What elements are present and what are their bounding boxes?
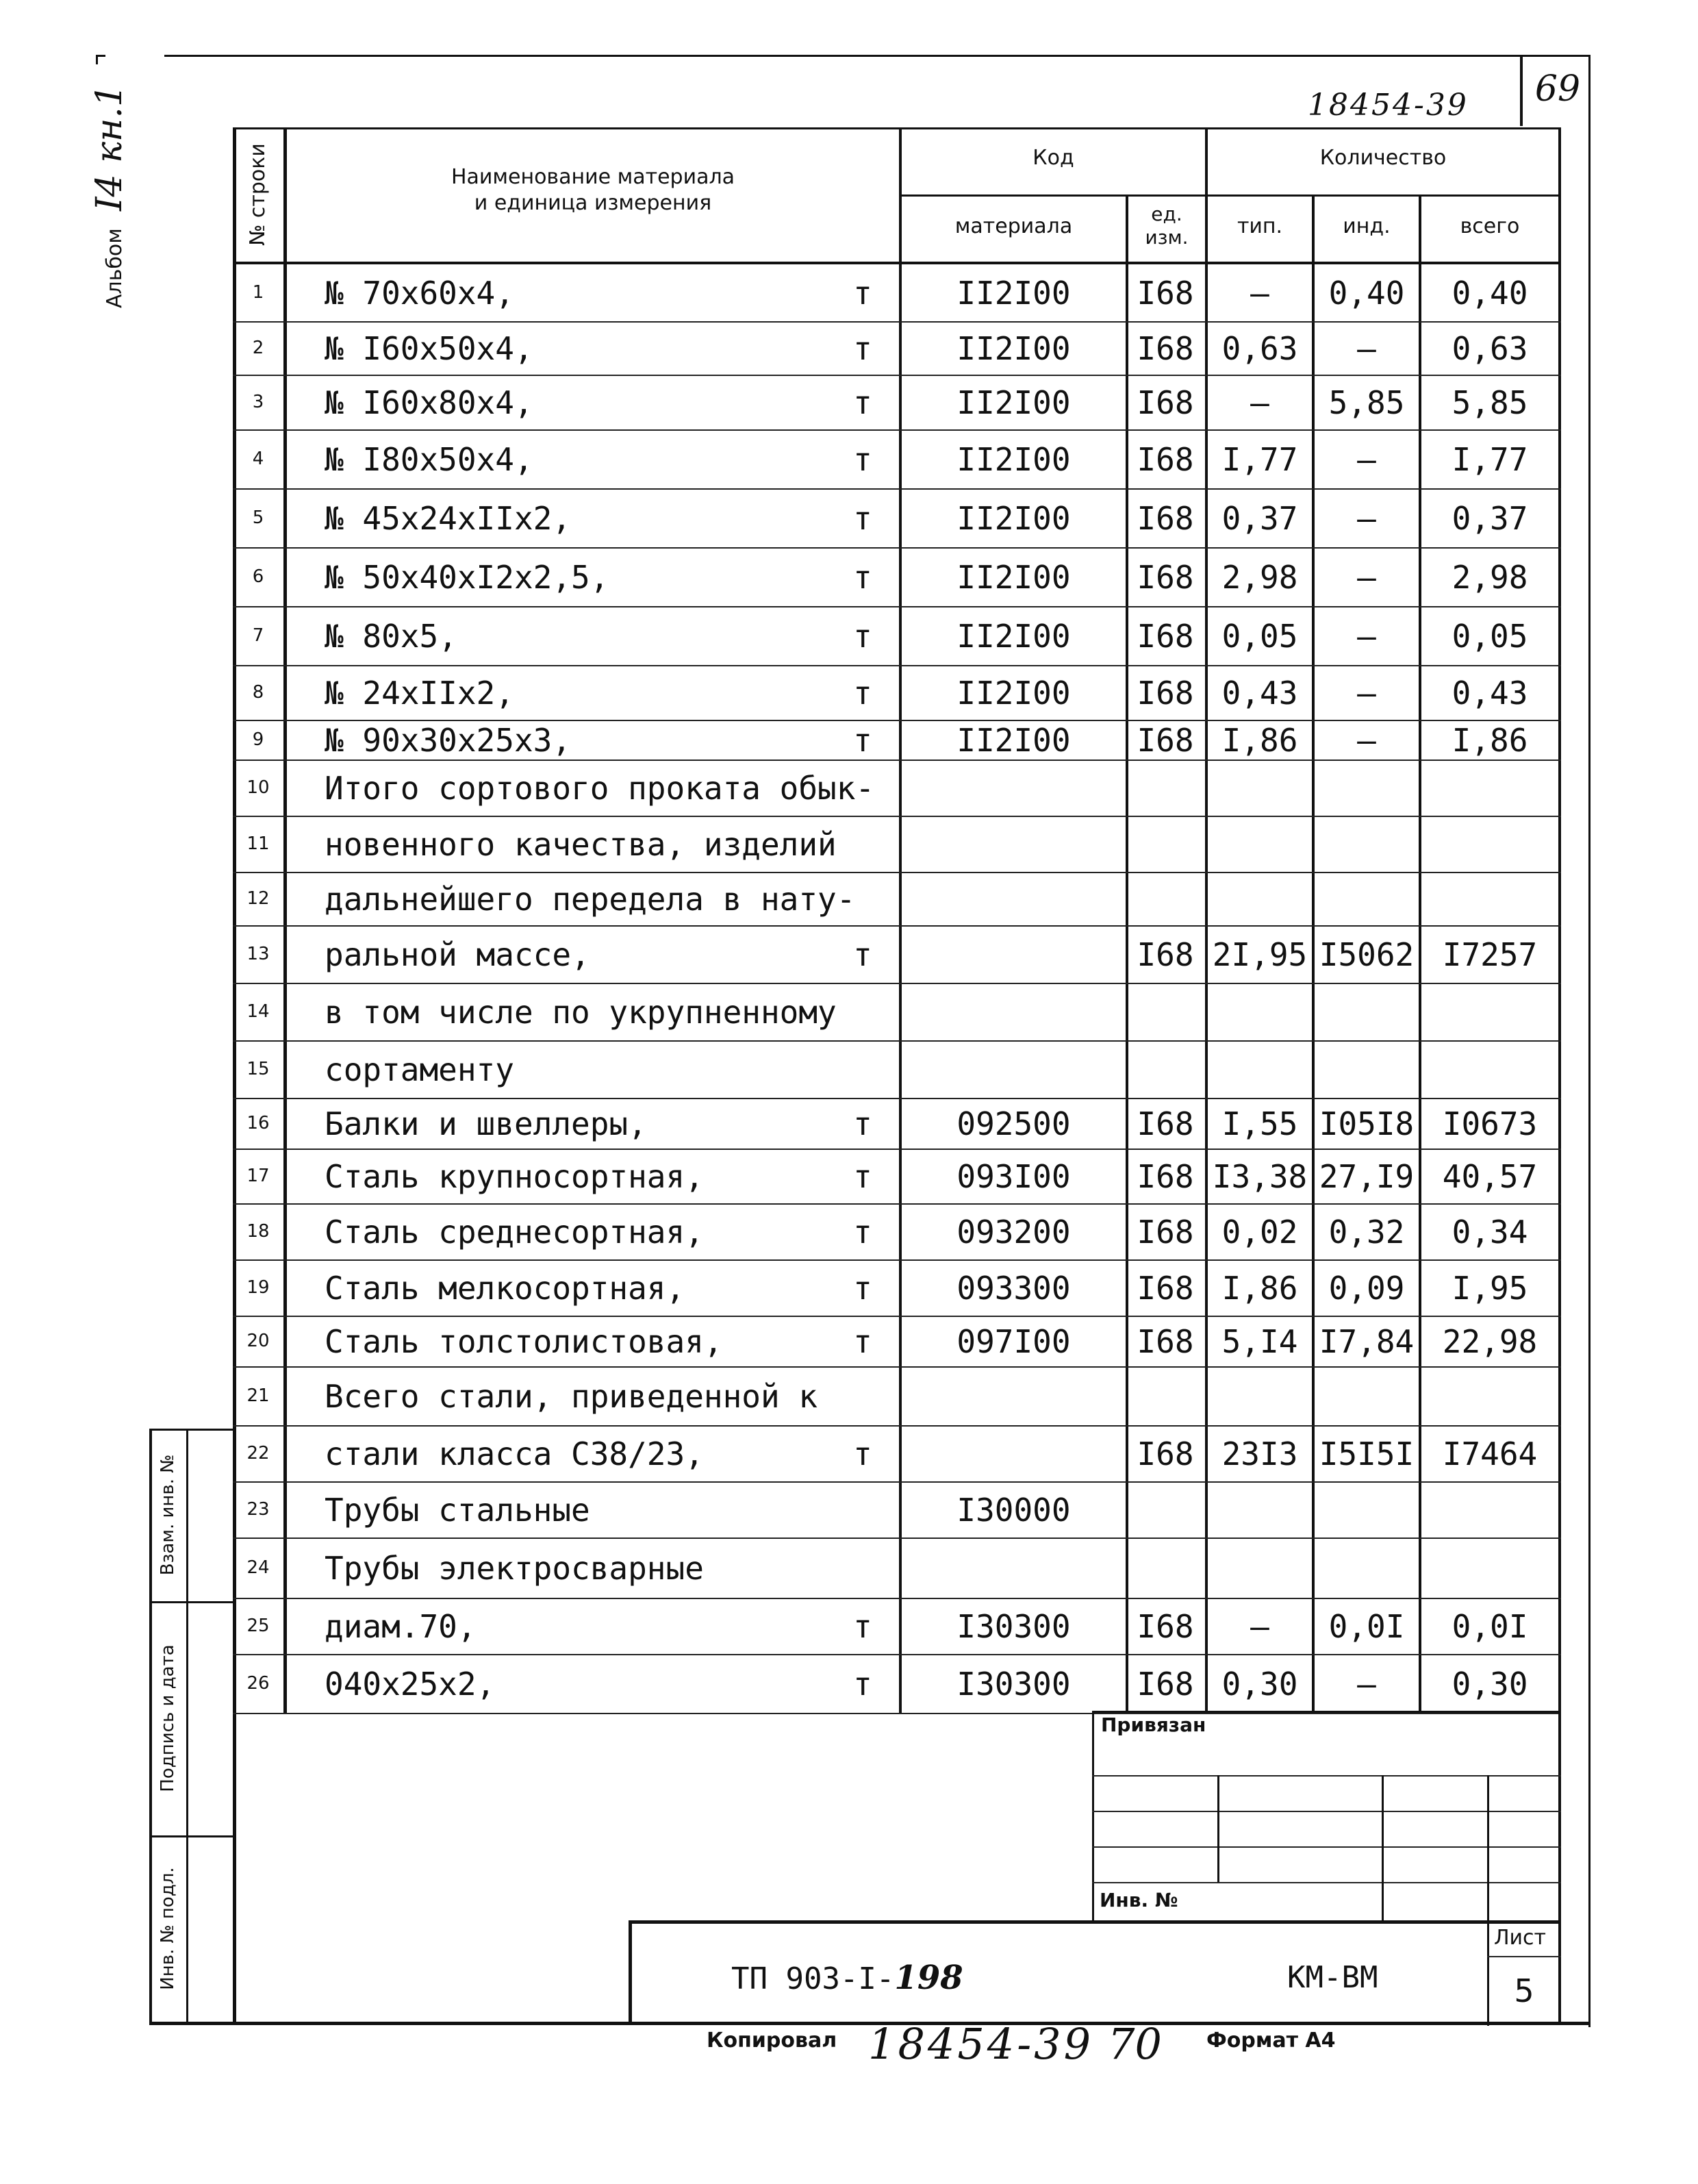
header-qty-typ: тип.: [1237, 214, 1283, 238]
qty-individual: 0,0I: [1328, 1608, 1405, 1645]
stamp-doc-code: ТП 903-I-198: [731, 1959, 963, 1997]
qty-total: 0,40: [1452, 275, 1528, 312]
qty-typical: I,86: [1221, 1270, 1298, 1307]
qty-individual: –: [1357, 500, 1376, 537]
table-row: [233, 1538, 1561, 1598]
footer-format: Формат А4: [1206, 2029, 1336, 2053]
header-code-material: материала: [954, 214, 1073, 238]
unit-code: I68: [1137, 1214, 1194, 1251]
qty-individual: –: [1357, 618, 1376, 655]
qty-individual: 0,32: [1328, 1214, 1405, 1251]
material-name: Трубы электросварные: [325, 1550, 704, 1587]
unit-of-measure: т: [853, 1158, 872, 1195]
qty-typical: 0,63: [1221, 330, 1298, 367]
row-number: 18: [246, 1221, 270, 1242]
stamp-sheet-line: [1487, 1956, 1561, 1957]
unit-of-measure: т: [853, 500, 872, 537]
table-row: [233, 1149, 1561, 1204]
header-code-unit: ед. изм.: [1145, 203, 1189, 249]
material-name: 040x25x2,: [325, 1666, 496, 1703]
unit-of-measure: т: [853, 384, 872, 421]
qty-total: I,86: [1452, 722, 1528, 759]
table-row: [233, 666, 1561, 720]
qty-total: I,95: [1452, 1270, 1528, 1307]
material-name: Итого сортового проката обык-: [325, 770, 875, 807]
qty-total: 22,98: [1442, 1323, 1538, 1360]
stamp-privyazan-label: Привязан: [1101, 1714, 1206, 1736]
unit-code: I68: [1137, 1323, 1194, 1360]
row-number: 24: [246, 1557, 270, 1578]
row-number: 5: [252, 507, 264, 528]
row-number: 16: [246, 1113, 270, 1133]
stamp-mark: КМ-ВМ: [1287, 1960, 1378, 1995]
row-number: 22: [246, 1443, 270, 1464]
frame-right: [1588, 55, 1591, 2027]
album-label: Альбом I4 кн.1: [89, 84, 130, 308]
side-strip-line1: [149, 1601, 236, 1603]
material-name: сортаменту: [325, 1051, 514, 1088]
material-name: № I60x50x4,: [325, 330, 533, 367]
qty-total: I0673: [1442, 1105, 1538, 1142]
material-name: № 24xIIx2,: [325, 675, 514, 712]
table-row: [233, 607, 1561, 666]
table-row: [233, 983, 1561, 1041]
qty-typical: 2I,95: [1212, 936, 1308, 973]
unit-code: I68: [1137, 722, 1194, 759]
row-number: 8: [252, 682, 264, 703]
row-number: 2: [252, 338, 264, 358]
unit-of-measure: т: [853, 441, 872, 478]
table-row: [233, 430, 1561, 489]
stamp-sheet-value: 5: [1514, 1972, 1534, 2009]
material-name: Балки и швеллеры,: [325, 1105, 647, 1142]
unit-code: I68: [1137, 330, 1194, 367]
table-row: [233, 548, 1561, 607]
material-name: дальнейшего передела в нату-: [325, 881, 856, 918]
unit-of-measure: т: [853, 1105, 872, 1142]
material-code: II2I00: [956, 441, 1071, 478]
unit-of-measure: т: [853, 1666, 872, 1703]
unit-code: I68: [1137, 1105, 1194, 1142]
table-row: [233, 1041, 1561, 1099]
material-code: II2I00: [956, 275, 1071, 312]
row-number: 21: [246, 1385, 270, 1406]
qty-individual: 27,I9: [1319, 1158, 1415, 1195]
qty-individual: I7,84: [1319, 1323, 1415, 1360]
unit-of-measure: т: [853, 1323, 872, 1360]
side-strip-line2: [149, 1835, 236, 1837]
table-row: [233, 760, 1561, 816]
stamp-main-left: [629, 1920, 632, 2024]
material-code: 092500: [956, 1105, 1071, 1142]
table-top-line: [233, 127, 1561, 129]
qty-individual: –: [1357, 1666, 1376, 1703]
qty-typical: –: [1250, 1608, 1269, 1645]
qty-individual: –: [1357, 441, 1376, 478]
material-code: 093I00: [956, 1158, 1071, 1195]
sheet-number-box-divider: [1520, 55, 1523, 126]
unit-of-measure: т: [853, 1435, 872, 1472]
qty-typical: I,55: [1221, 1105, 1298, 1142]
header-qty-total: всего: [1460, 214, 1520, 238]
stamp-grid-vline: [1217, 1775, 1219, 1882]
material-name: № 50x40xI2x2,5,: [325, 559, 609, 596]
unit-of-measure: т: [853, 275, 872, 312]
qty-total: I,77: [1452, 441, 1528, 478]
row-number: 7: [252, 625, 264, 646]
table-row: [233, 322, 1561, 375]
table-row: [233, 1426, 1561, 1482]
unit-of-measure: т: [853, 1608, 872, 1645]
stamp-grid-line: [1092, 1882, 1561, 1883]
table-row: [233, 1204, 1561, 1260]
row-number: 10: [246, 777, 270, 798]
row-number: 9: [252, 729, 264, 750]
qty-typical: 0,05: [1221, 618, 1298, 655]
row-number: 13: [246, 944, 270, 964]
stamp-grid-line: [1092, 1846, 1561, 1848]
qty-total: 0,30: [1452, 1666, 1528, 1703]
material-code: II2I00: [956, 330, 1071, 367]
material-name: Сталь крупносортная,: [325, 1158, 704, 1195]
material-code: 093200: [956, 1214, 1071, 1251]
table-row: [233, 375, 1561, 430]
material-code: II2I00: [956, 559, 1071, 596]
row-number: 15: [246, 1059, 270, 1079]
row-number: 20: [246, 1331, 270, 1351]
material-code: II2I00: [956, 675, 1071, 712]
unit-of-measure: т: [853, 559, 872, 596]
material-name: в том числе по укрупненному: [325, 994, 837, 1031]
unit-code: I68: [1137, 1435, 1194, 1472]
material-name: № 90x30x25x3,: [325, 722, 572, 759]
qty-total: 0,05: [1452, 618, 1528, 655]
qty-total: 0,63: [1452, 330, 1528, 367]
unit-of-measure: т: [853, 936, 872, 973]
qty-typical: I,77: [1221, 441, 1298, 478]
qty-typical: 2,98: [1221, 559, 1298, 596]
qty-typical: I,86: [1221, 722, 1298, 759]
material-name: Трубы стальные: [325, 1492, 590, 1529]
qty-typical: 0,02: [1221, 1214, 1298, 1251]
material-name: № 80x5,: [325, 618, 457, 655]
header-sub-line: [899, 194, 1561, 197]
stamp-grid-vline: [1487, 1775, 1489, 2026]
qty-total: 2,98: [1452, 559, 1528, 596]
stamp-inv-label: Инв. №: [1100, 1889, 1178, 1911]
qty-individual: I05I8: [1319, 1105, 1415, 1142]
row-number: 4: [252, 449, 264, 469]
qty-individual: –: [1357, 330, 1376, 367]
corner-mark: [96, 55, 98, 64]
material-name: № 45x24xIIx2,: [325, 500, 572, 537]
header-code: Код: [1032, 146, 1074, 170]
qty-total: I7257: [1442, 936, 1538, 973]
qty-typical: I3,38: [1212, 1158, 1308, 1195]
stamp-main-top: [629, 1920, 1561, 1924]
table-row: [233, 926, 1561, 983]
side-strip-mid: [186, 1429, 188, 2024]
table-row: [233, 264, 1561, 322]
material-name: Сталь мелкосортная,: [325, 1270, 685, 1307]
qty-typical: 0,37: [1221, 500, 1298, 537]
footer-copied-label: Копировал: [707, 2029, 837, 2053]
row-number: 25: [246, 1616, 270, 1636]
unit-code: I68: [1137, 1608, 1194, 1645]
stamp-grid-line: [1092, 1811, 1561, 1812]
table-row: [233, 1482, 1561, 1538]
frame-top-line: [164, 55, 1588, 57]
unit-of-measure: т: [853, 330, 872, 367]
stamp-privyazan-top: [1092, 1711, 1561, 1713]
row-number: 19: [246, 1277, 270, 1298]
stamp-grid-line: [1092, 1775, 1561, 1777]
unit-code: I68: [1137, 500, 1194, 537]
material-code: II2I00: [956, 384, 1071, 421]
qty-individual: 0,40: [1328, 275, 1405, 312]
sheet-number: 69: [1534, 68, 1581, 110]
row-number: 6: [252, 566, 264, 587]
footer-copied-number: 70: [1108, 2019, 1162, 2069]
side-strip-left: [149, 1429, 152, 2024]
stamp-privyazan-left: [1092, 1711, 1094, 1923]
unit-code: I68: [1137, 1270, 1194, 1307]
table-row: [233, 1367, 1561, 1426]
material-code: 097I00: [956, 1323, 1071, 1360]
material-name: Сталь толстолистовая,: [325, 1323, 723, 1360]
qty-total: 40,57: [1442, 1158, 1538, 1195]
row-number: 3: [252, 392, 264, 412]
table-row: [233, 1099, 1561, 1149]
qty-typical: 0,43: [1221, 675, 1298, 712]
qty-total: 5,85: [1452, 384, 1528, 421]
qty-typical: –: [1250, 384, 1269, 421]
header-qty-ind: инд.: [1343, 214, 1391, 238]
qty-individual: –: [1357, 722, 1376, 759]
qty-typical: –: [1250, 275, 1269, 312]
header-row-no: № строки: [246, 143, 270, 246]
header-name: Наименование материала и единица измерения: [451, 165, 735, 215]
qty-individual: 0,09: [1328, 1270, 1405, 1307]
table-row: [233, 1260, 1561, 1316]
row-number: 11: [246, 833, 270, 854]
stamp-sheet-label: Лист: [1494, 1926, 1547, 1950]
material-code: 093300: [956, 1270, 1071, 1307]
row-number: 23: [246, 1499, 270, 1520]
unit-of-measure: т: [853, 618, 872, 655]
qty-typical: 23I3: [1221, 1435, 1298, 1472]
material-code: I30300: [956, 1666, 1071, 1703]
unit-code: I68: [1137, 559, 1194, 596]
row-number: 12: [246, 888, 270, 909]
material-name: новенного качества, изделий: [325, 826, 837, 863]
qty-total: 0,0I: [1452, 1608, 1528, 1645]
material-name: № I80x50x4,: [325, 441, 533, 478]
unit-of-measure: т: [853, 1214, 872, 1251]
footer-copied-code: 18454-39: [868, 2019, 1094, 2069]
material-name: № I60x80x4,: [325, 384, 533, 421]
qty-individual: I5062: [1319, 936, 1415, 973]
row-number: 17: [246, 1166, 270, 1186]
qty-total: 0,43: [1452, 675, 1528, 712]
table-row: [233, 1598, 1561, 1655]
table-row: [233, 1655, 1561, 1714]
ref-code: 18454-39: [1308, 88, 1469, 123]
material-name: диам.70,: [325, 1608, 477, 1645]
material-name: стали класса С38/23,: [325, 1435, 704, 1472]
qty-total: 0,34: [1452, 1214, 1528, 1251]
qty-total: I7464: [1442, 1435, 1538, 1472]
material-name: Всего стали, приведенной к: [325, 1378, 818, 1415]
qty-typical: 5,I4: [1221, 1323, 1298, 1360]
table-row: [233, 489, 1561, 548]
material-name: ральной массе,: [325, 936, 590, 973]
unit-of-measure: т: [853, 675, 872, 712]
unit-of-measure: т: [853, 1270, 872, 1307]
material-code: II2I00: [956, 722, 1071, 759]
side-label-podpis: Подпись и дата: [157, 1644, 178, 1792]
side-label-inv-podl: Инв. № подл.: [157, 1867, 178, 1990]
material-name: Сталь среднесортная,: [325, 1214, 704, 1251]
qty-individual: –: [1357, 675, 1376, 712]
unit-code: I68: [1137, 1158, 1194, 1195]
unit-code: I68: [1137, 441, 1194, 478]
unit-code: I68: [1137, 1666, 1194, 1703]
unit-code: I68: [1137, 675, 1194, 712]
header-quantity: Количество: [1319, 146, 1447, 170]
qty-typical: 0,30: [1221, 1666, 1298, 1703]
qty-total: 0,37: [1452, 500, 1528, 537]
unit-code: I68: [1137, 275, 1194, 312]
unit-code: I68: [1137, 384, 1194, 421]
material-code: II2I00: [956, 500, 1071, 537]
row-number: 1: [252, 282, 264, 303]
side-label-vzam: Взам. инв. №: [157, 1454, 178, 1576]
material-code: I30000: [956, 1492, 1071, 1529]
table-row: [233, 1316, 1561, 1367]
unit-code: I68: [1137, 618, 1194, 655]
row-number: 14: [246, 1001, 270, 1022]
qty-individual: –: [1357, 559, 1376, 596]
table-row: [233, 816, 1561, 873]
stamp-grid-vline: [1382, 1775, 1384, 1923]
table-row: [233, 873, 1561, 926]
unit-of-measure: т: [853, 722, 872, 759]
unit-code: I68: [1137, 936, 1194, 973]
row-number: 26: [246, 1673, 270, 1694]
material-code: II2I00: [956, 618, 1071, 655]
qty-individual: 5,85: [1328, 384, 1405, 421]
stamp-right: [1558, 1711, 1561, 2024]
material-code: I30300: [956, 1608, 1071, 1645]
table-row: [233, 720, 1561, 760]
material-name: № 70x60x4,: [325, 275, 514, 312]
qty-individual: I5I5I: [1319, 1435, 1415, 1472]
